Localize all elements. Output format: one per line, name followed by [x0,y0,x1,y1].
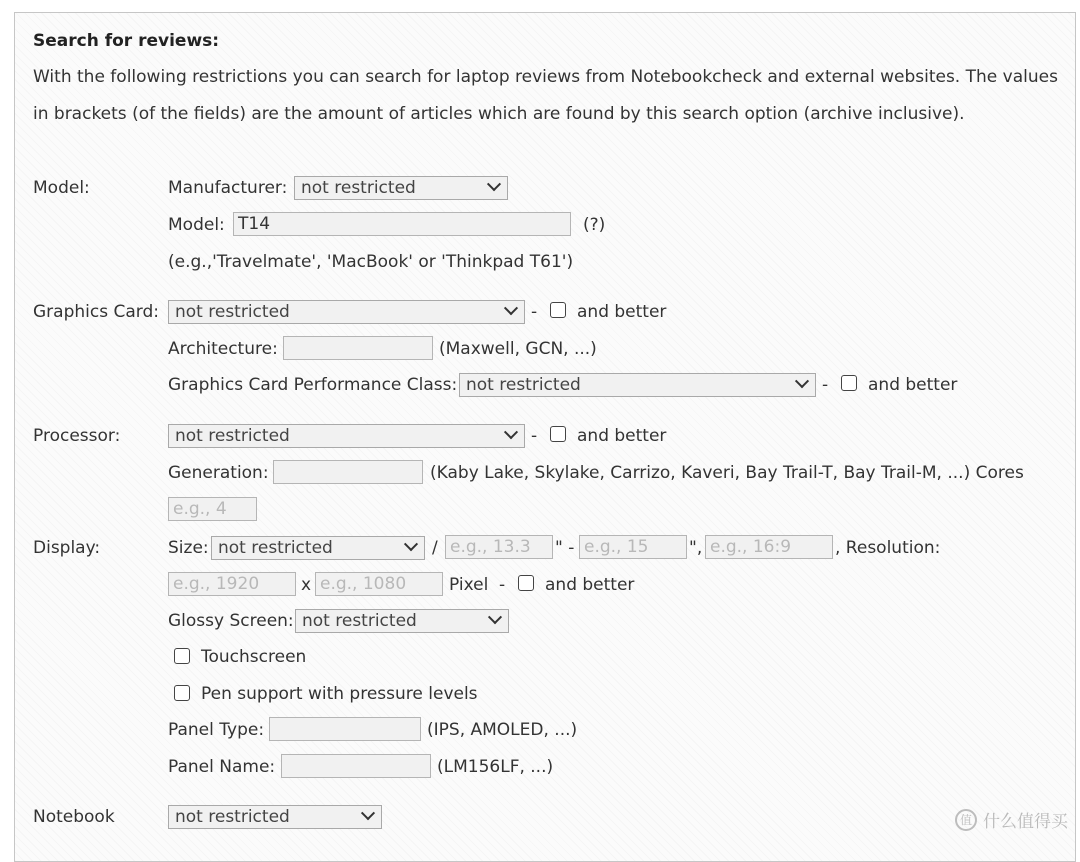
graphics-dash: - [531,302,538,322]
performance-class-and-better-checkbox[interactable] [841,375,857,391]
model-section-label: Model: [33,178,90,198]
graphics-and-better-label: and better [577,302,667,322]
pen-support-label: Pen support with pressure levels [201,684,478,704]
graphics-card-select-value: not restricted [175,302,290,322]
notebook-select[interactable] [168,805,382,829]
inch-comma-separator: ", [689,538,703,558]
glossy-screen-label: Glossy Screen: [168,611,294,631]
pixel-label: Pixel [449,575,489,595]
resolution-and-better-label: and better [545,575,635,595]
size-slash: / [432,538,438,558]
panel-type-input[interactable] [269,717,421,741]
performance-class-and-better-label: and better [868,375,958,395]
size-select[interactable] [211,536,425,560]
pen-support-checkbox[interactable] [174,685,190,701]
processor-select[interactable] [168,424,525,448]
resolution-dash: - [499,575,506,595]
chevron-down-icon [504,301,518,315]
processor-dash: - [531,426,538,446]
model-help-link[interactable]: (?) [583,215,606,235]
chevron-down-icon [404,537,418,551]
graphics-and-better-checkbox[interactable] [550,302,566,318]
graphics-section-label: Graphics Card: [33,302,159,322]
generation-input[interactable] [273,460,423,484]
resolution-width-input[interactable]: e.g., 1920 [168,572,296,596]
chevron-down-icon [361,806,375,820]
description-line-2: in brackets (of the fields) are the amount of articles which are found by this search option (archive inclusive). [33,104,965,124]
manufacturer-select[interactable] [294,176,508,200]
processor-section-label: Processor: [33,426,121,446]
panel-type-hint: (IPS, AMOLED, ...) [427,720,578,740]
chevron-down-icon [504,425,518,439]
watermark-text: 什么值得买 [983,812,1068,832]
architecture-hint: (Maxwell, GCN, ...) [439,339,597,359]
notebook-section-label: Notebook [33,807,115,827]
performance-class-label: Graphics Card Performance Class: [168,375,458,395]
chevron-down-icon [487,177,501,191]
resolution-x-separator: x [301,575,312,595]
processor-select-value: not restricted [175,426,290,446]
model-label: Model: [168,215,225,235]
page-title: Search for reviews: [33,31,220,51]
performance-class-dash: - [822,375,829,395]
panel-name-input[interactable] [281,754,431,778]
glossy-screen-select-value: not restricted [302,611,417,631]
generation-label: Generation: [168,463,269,483]
display-section-label: Display: [33,538,101,558]
resolution-label: , Resolution: [835,538,941,558]
size-max-input[interactable]: e.g., 15 [579,535,687,559]
inch-dash-separator: " - [555,538,575,558]
chevron-down-icon [795,374,809,388]
processor-and-better-label: and better [577,426,667,446]
generation-hint: (Kaby Lake, Skylake, Carrizo, Kaveri, Bay Trail-T, Bay Trail-M, ...) Cores [430,463,1024,483]
cores-input[interactable]: e.g., 4 [168,497,257,521]
model-example-text: (e.g.,'Travelmate', 'MacBook' or 'Thinkpad T61') [168,252,574,272]
resolution-and-better-checkbox[interactable] [518,575,534,591]
performance-class-select[interactable] [459,373,816,397]
architecture-label: Architecture: [168,339,278,359]
panel-name-label: Panel Name: [168,757,276,777]
size-select-value: not restricted [218,538,333,558]
processor-and-better-checkbox[interactable] [550,426,566,442]
architecture-input[interactable] [283,336,433,360]
model-input[interactable]: T14 [233,212,571,236]
panel-name-hint: (LM156LF, ...) [437,757,554,777]
watermark-logo-icon: 值 [955,809,977,831]
aspect-ratio-input[interactable]: e.g., 16:9 [705,535,833,559]
resolution-height-input[interactable]: e.g., 1080 [315,572,443,596]
touchscreen-label: Touchscreen [201,647,307,667]
glossy-screen-select[interactable] [295,609,509,633]
graphics-card-select[interactable] [168,300,525,324]
size-label: Size: [168,538,209,558]
manufacturer-select-value: not restricted [301,178,416,198]
watermark [955,807,1068,832]
description-line-1: With the following restrictions you can search for laptop reviews from Notebookcheck and external websites. The values [33,67,1058,87]
notebook-select-value: not restricted [175,807,290,827]
touchscreen-checkbox[interactable] [174,648,190,664]
performance-class-select-value: not restricted [466,375,581,395]
manufacturer-label: Manufacturer: [168,178,288,198]
panel-type-label: Panel Type: [168,720,265,740]
size-min-input[interactable]: e.g., 13.3 [445,535,553,559]
chevron-down-icon [488,610,502,624]
